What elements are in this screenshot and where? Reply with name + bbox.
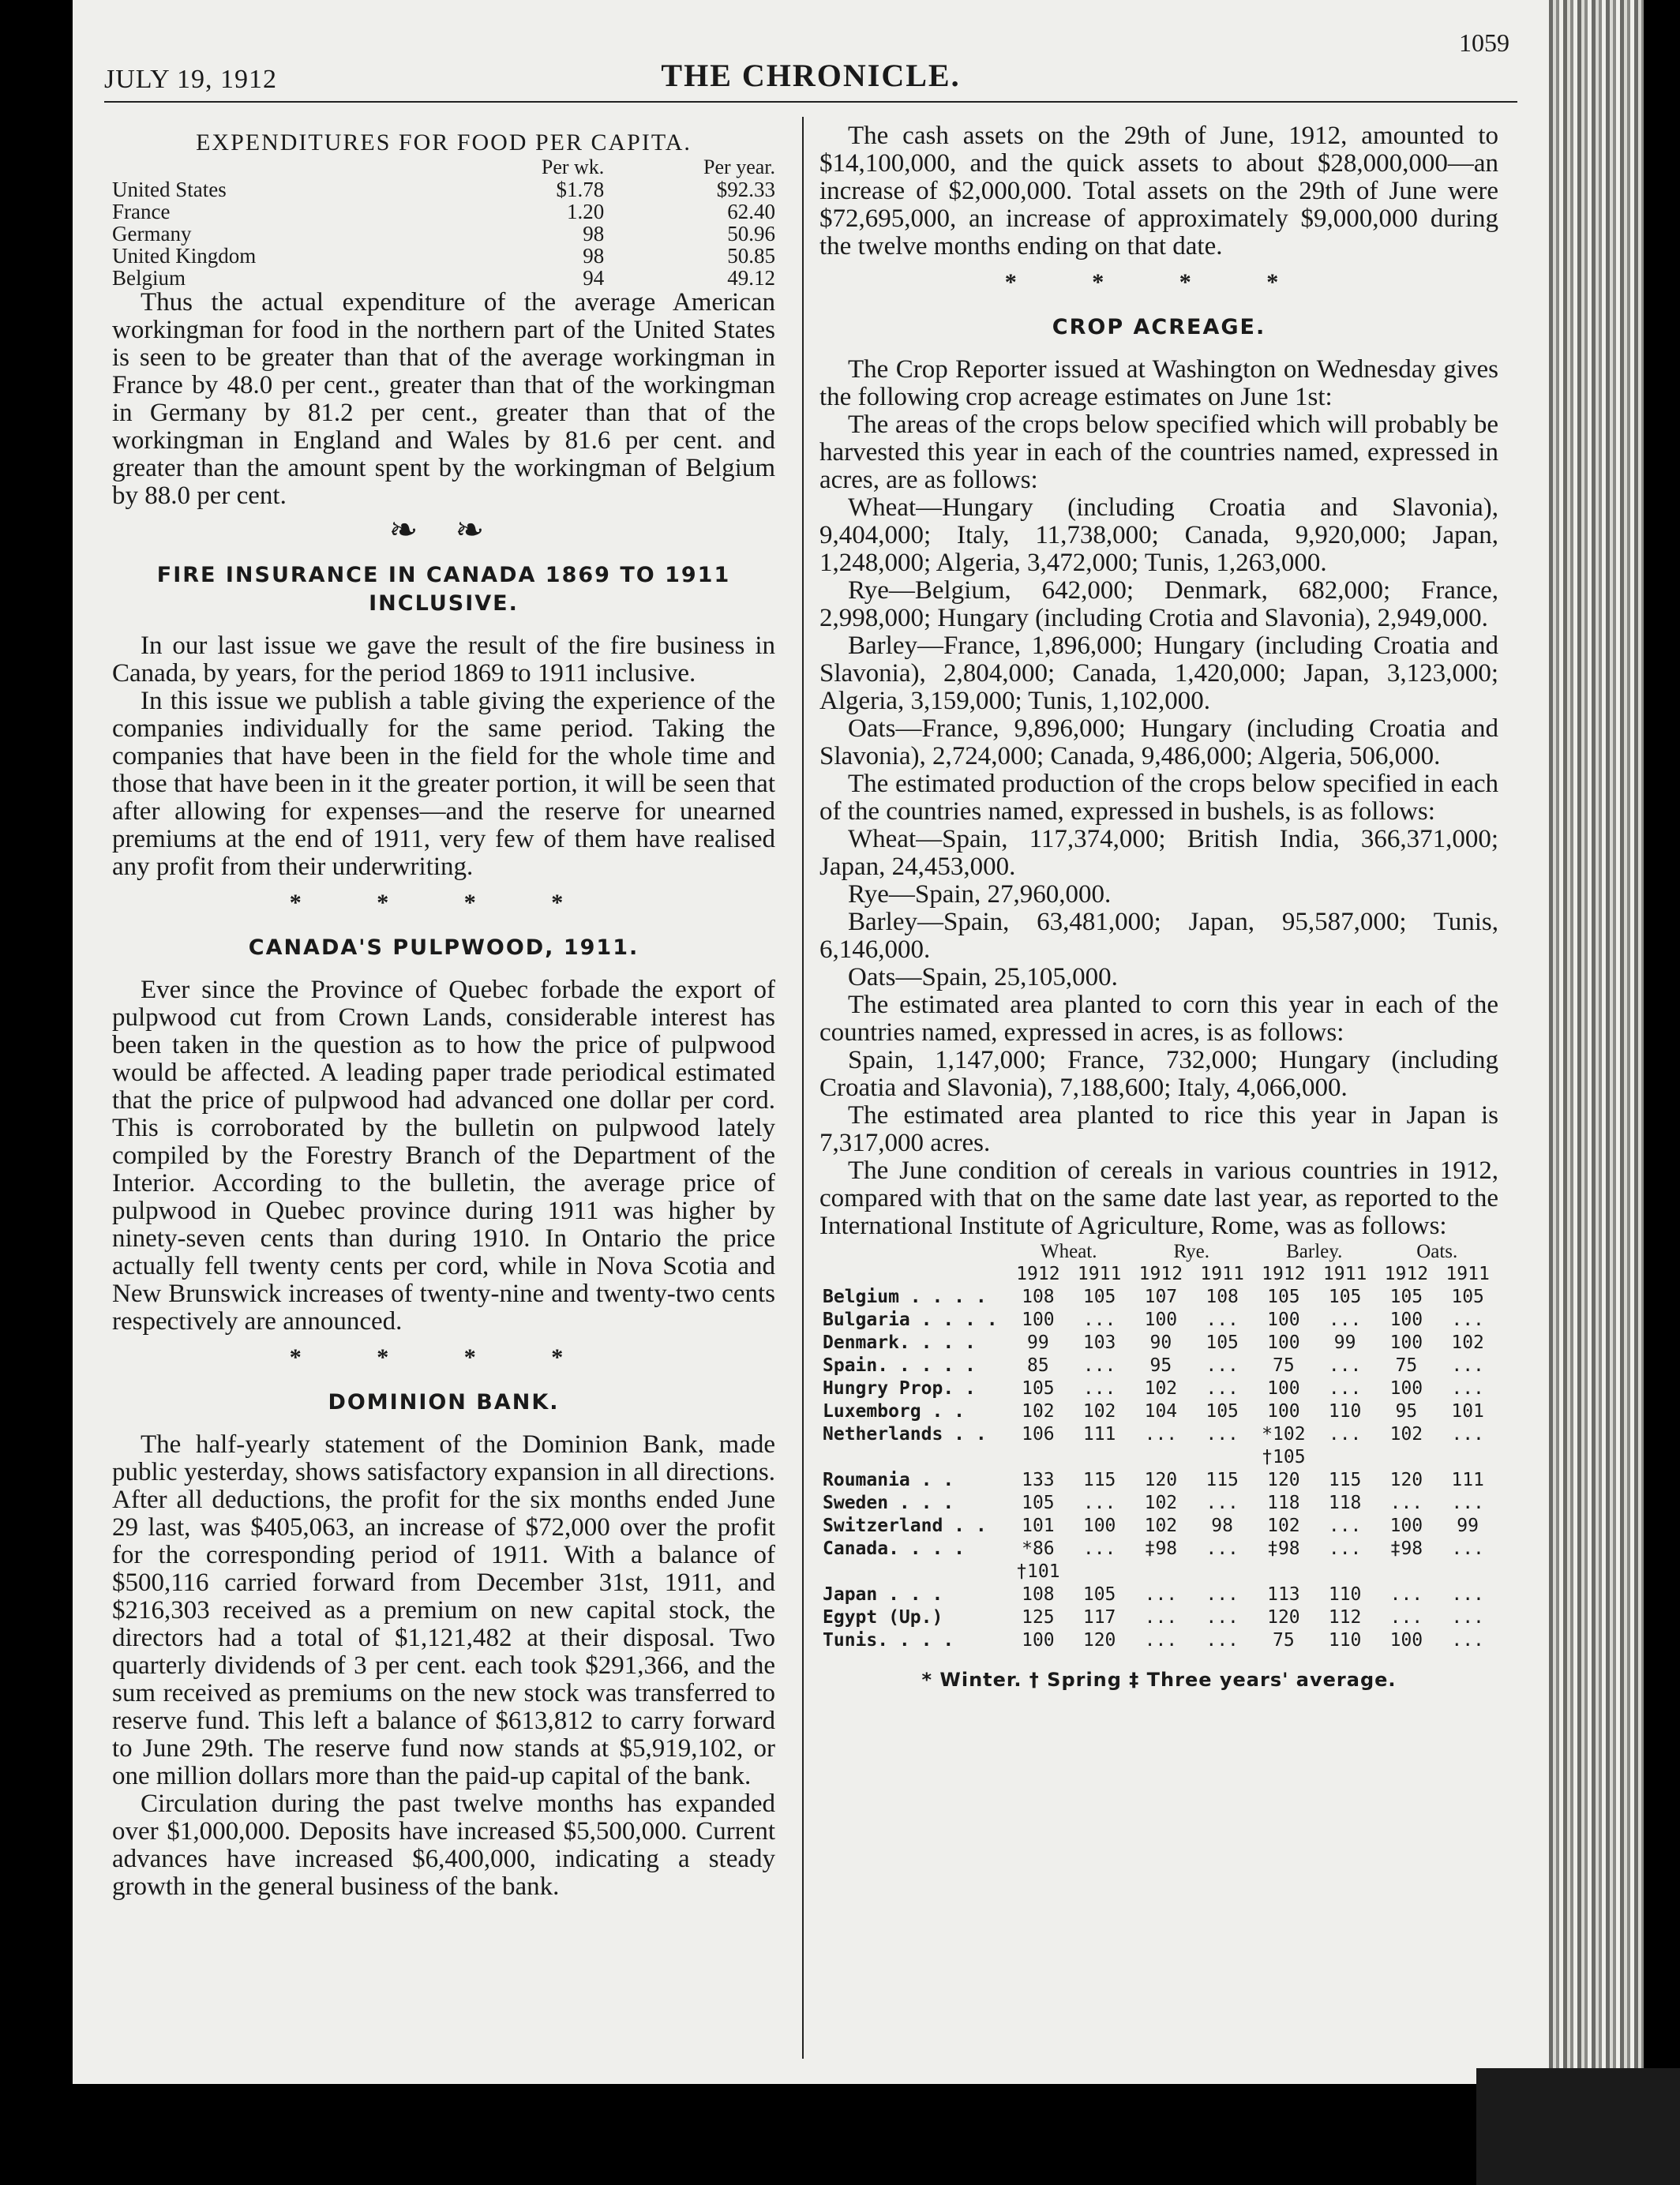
country-cell: Hungry Prop. . <box>823 1378 976 1399</box>
condition-table-body <box>819 1286 1498 1652</box>
value-cell: ... <box>1328 1378 1362 1399</box>
country-cell <box>819 1446 1007 1469</box>
value-cell: †105 <box>1262 1447 1306 1467</box>
value-cell: 85 <box>1027 1355 1049 1376</box>
value-cell: 99 <box>1333 1332 1356 1353</box>
table-row <box>819 1446 1498 1469</box>
value-cell: 110 <box>1328 1401 1362 1422</box>
value-cell: ... <box>1206 1424 1239 1445</box>
country-cell: France <box>112 200 171 223</box>
year-cell: 50.96 <box>727 222 775 245</box>
table-row <box>112 223 775 245</box>
fire-insurance-heading: FIRE INSURANCE IN CANADA 1869 TO 1911 INCLUSIVE. <box>156 563 731 616</box>
value-cell: ... <box>1144 1424 1178 1445</box>
value-cell <box>1069 1561 1131 1583</box>
value-cell: ‡98 <box>1144 1538 1178 1559</box>
week-cell: 94 <box>583 266 605 290</box>
year-cell: $92.33 <box>716 178 775 201</box>
value-cell: ... <box>1451 1584 1484 1605</box>
value-cell: ... <box>1082 1538 1116 1559</box>
value-cell: 100 <box>1267 1310 1300 1330</box>
right-column <box>819 122 1498 1694</box>
value-cell: 101 <box>1451 1401 1484 1422</box>
year-cell: 49.12 <box>727 266 775 290</box>
value-cell: 105 <box>1389 1287 1423 1307</box>
value-cell: 99 <box>1457 1516 1479 1536</box>
value-cell: 100 <box>1022 1310 1055 1330</box>
table-row <box>819 1561 1498 1583</box>
dominion-paragraph: The half-yearly statement of the Dominion Bank, made public yesterday, shows satisfactory expansion in all directions. After all deductions, the profit for the six months ended June 29 last, was $405,063, an increase of $72,000 over the profit for the corresponding period of 1911. With a balance of $500,116 carried forward from December 31st, 1911, and $216,303 received as a premium on new capital stock, the directors had a total of $1,121,482 at their disposal. Two quarterly dividends of 3 per cent. each took $291,366, and the sum received as premiums on the new stock was transferred to reserve fund. This left a balance of $613,812 to carry forward to June 29th. The reserve fund now stands at $5,919,102, or one million dollars more than the paid-up capital of the bank. <box>112 1430 775 1790</box>
book-binding-edge <box>1549 0 1644 2131</box>
fire-insurance-paragraph: In our last issue we gave the result of the fire business in Canada, by years, for the period 1869 to 1911 inclusive. <box>112 632 775 688</box>
crop-paragraph: Rye—Spain, 27,960,000. <box>848 880 1112 909</box>
pulpwood-paragraph: Ever since the Province of Quebec forbade the export of pulpwood cut from Crown Lands, considerable interest has been taken in the question as to how the price of pulpwood would be affected. A leading paper trade periodical estimated that the price of pulpwood had advanced one dollar per cord. This is corroborated by the bulletin on pulpwood lately compiled by the Forestry Branch of the Department of the Interior. According to the bulletin, the average price of pulpwood in Quebec province during 1911 was higher by ninety-seven cents than during 1910. In Ontario the price actually fell twenty cents per cord, while in Nova Scotia and New Brunswick increases of twenty-nine and twenty-two cents respectively are announced. <box>112 976 775 1336</box>
table-row <box>819 1606 1498 1629</box>
value-cell: 100 <box>1267 1378 1300 1399</box>
table-row <box>819 1355 1498 1377</box>
cereal-condition-table <box>819 1240 1498 1652</box>
country-cell: Belgium . . . . <box>823 1287 987 1307</box>
week-cell: 98 <box>583 244 605 268</box>
value-cell <box>1314 1446 1376 1469</box>
ornament-icon: ❧ ❧ <box>388 511 499 549</box>
table-row <box>819 1538 1498 1561</box>
dominion-bank-heading: DOMINION BANK. <box>328 1390 560 1415</box>
value-cell: 105 <box>1022 1378 1055 1399</box>
table-row <box>819 1583 1498 1606</box>
value-cell <box>1131 1561 1192 1583</box>
value-cell: ‡98 <box>1267 1538 1300 1559</box>
value-cell: 110 <box>1328 1584 1362 1605</box>
value-cell: 100 <box>1267 1401 1300 1422</box>
newspaper-page <box>73 0 1549 2084</box>
value-cell: †101 <box>1016 1561 1060 1582</box>
pulpwood-heading: CANADA'S PULPWOOD, 1911. <box>248 935 639 960</box>
value-cell: 90 <box>1149 1332 1172 1353</box>
country-cell: Belgium <box>112 266 186 290</box>
value-cell: 75 <box>1273 1630 1295 1651</box>
value-cell: 105 <box>1082 1584 1116 1605</box>
table-row <box>819 1629 1498 1652</box>
value-cell: ... <box>1206 1310 1239 1330</box>
table-row <box>819 1377 1498 1400</box>
column-divider <box>802 117 804 2059</box>
country-cell: Japan . . . <box>823 1584 943 1605</box>
value-cell: *102 <box>1262 1424 1306 1445</box>
country-cell: Sweden . . . <box>823 1493 954 1513</box>
table-row <box>819 1469 1498 1492</box>
value-cell: 111 <box>1451 1470 1484 1490</box>
value-cell: 120 <box>1389 1470 1423 1490</box>
value-cell <box>1191 1561 1253 1583</box>
value-cell: 110 <box>1328 1630 1362 1651</box>
value-cell: ... <box>1328 1424 1362 1445</box>
table-row <box>112 267 775 289</box>
value-cell: 115 <box>1082 1470 1116 1490</box>
value-cell: ... <box>1144 1584 1178 1605</box>
value-cell: 105 <box>1328 1287 1362 1307</box>
crop-paragraph: The June condition of cereals in various countries in 1912, compared with that on the same date last year, as reported to the International Institute of Agriculture, Rome, was as follows: <box>819 1156 1498 1240</box>
expenditures-paragraph: Thus the actual expenditure of the average American workingman for food in the northern part of the United States is seen to be greater than that of the average workingman in France by 48.0 per cent., greater than that of the workingman in Germany by 81.2 per cent., greater than that of the workingman in England and Wales by 81.6 per cent. and greater than the amount spent by the workingman of Belgium by 88.0 per cent. <box>112 288 775 510</box>
value-cell: *86 <box>1022 1538 1055 1559</box>
country-cell: Netherlands . . <box>823 1424 987 1445</box>
fire-insurance-paragraph: In this issue we publish a table giving the experience of the companies individually for the same period. Taking the companies that have been in the field for the whole time and those that have been in it the greater portion, it will be seen that after allowing for expenses—and the reserve for unearned premiums at the end of 1911, very few of them have realised any profit from their underwriting. <box>112 687 775 881</box>
value-cell <box>1376 1446 1438 1469</box>
page-shadow <box>1476 2068 1680 2185</box>
value-cell: 111 <box>1082 1424 1116 1445</box>
country-cell: Roumania . . <box>823 1470 954 1490</box>
value-cell: ... <box>1144 1607 1178 1628</box>
value-cell: 105 <box>1267 1287 1300 1307</box>
year-header: 1911 <box>1322 1264 1367 1284</box>
expenditures-table <box>112 156 775 289</box>
value-cell: 120 <box>1082 1630 1116 1651</box>
section-divider: * * * * <box>289 890 598 916</box>
value-cell: 105 <box>1022 1493 1055 1513</box>
table-row <box>819 1400 1498 1423</box>
col-per-year: Per year. <box>703 156 775 178</box>
value-cell: ... <box>1451 1355 1484 1376</box>
page-number: 1059 <box>1459 28 1509 57</box>
value-cell: 98 <box>1211 1516 1233 1536</box>
section-divider: * * * * <box>1004 269 1314 295</box>
value-cell <box>1069 1446 1131 1469</box>
page-header <box>104 27 1517 98</box>
value-cell: 100 <box>1389 1516 1423 1536</box>
table-row <box>112 178 775 201</box>
value-cell <box>1437 1561 1498 1583</box>
value-cell: 117 <box>1082 1607 1116 1628</box>
value-cell: 133 <box>1022 1470 1055 1490</box>
year-header: 1912 <box>1138 1264 1183 1284</box>
week-cell: $1.78 <box>556 178 605 201</box>
value-cell: 102 <box>1022 1401 1055 1422</box>
value-cell: ... <box>1206 1493 1239 1513</box>
table-row <box>819 1309 1498 1332</box>
crop-paragraph: Spain, 1,147,000; France, 732,000; Hungary (including Croatia and Slavonia), 7,188,600; Italy, 4,066,000. <box>819 1046 1498 1102</box>
value-cell <box>1007 1446 1069 1469</box>
year-header: 1911 <box>1446 1264 1490 1284</box>
value-cell: 107 <box>1144 1287 1178 1307</box>
value-cell <box>1253 1561 1314 1583</box>
expenditures-title: EXPENDITURES FOR FOOD PER CAPITA. <box>196 129 692 156</box>
header-rule <box>104 101 1517 103</box>
value-cell: 101 <box>1022 1516 1055 1536</box>
table-row <box>112 245 775 267</box>
value-cell: ... <box>1451 1607 1484 1628</box>
value-cell: 100 <box>1144 1310 1178 1330</box>
value-cell: ‡98 <box>1389 1538 1423 1559</box>
value-cell: 106 <box>1022 1424 1055 1445</box>
value-cell <box>1437 1446 1498 1469</box>
value-cell: 102 <box>1267 1516 1300 1536</box>
value-cell: 120 <box>1144 1470 1178 1490</box>
value-cell: ... <box>1451 1424 1484 1445</box>
value-cell: ... <box>1451 1630 1484 1651</box>
value-cell: 108 <box>1022 1287 1055 1307</box>
value-cell <box>1376 1561 1438 1583</box>
value-cell: ... <box>1082 1310 1116 1330</box>
crop-acreage-heading: CROP ACREAGE. <box>1052 315 1266 339</box>
value-cell: 100 <box>1389 1310 1423 1330</box>
year-header: 1911 <box>1200 1264 1244 1284</box>
issue-date: JULY 19, 1912 <box>104 65 277 94</box>
value-cell: ... <box>1206 1630 1239 1651</box>
value-cell: 105 <box>1206 1401 1239 1422</box>
crop-paragraph: The areas of the crops below specified which will probably be harvested this year in each of the countries named, expressed in acres, are as follows: <box>819 410 1498 494</box>
value-cell: 113 <box>1267 1584 1300 1605</box>
country-cell: Germany <box>112 222 192 245</box>
crop-header-row <box>819 1240 1498 1263</box>
value-cell: 108 <box>1022 1584 1055 1605</box>
country-cell: Tunis. . . . <box>823 1630 954 1651</box>
value-cell: ... <box>1328 1355 1362 1376</box>
country-cell: Spain. . . . . <box>823 1355 976 1376</box>
value-cell: ... <box>1206 1584 1239 1605</box>
year-cell: 62.40 <box>727 200 775 223</box>
value-cell: 95 <box>1395 1401 1418 1422</box>
value-cell: 112 <box>1328 1607 1362 1628</box>
crop-paragraph: The Crop Reporter issued at Washington on Wednesday gives the following crop acreage estimates on June 1st: <box>819 355 1498 411</box>
crop-paragraph: Barley—France, 1,896,000; Hungary (including Croatia and Slavonia), 2,804,000; Canada, 1,420,000; Japan, 3,123,000; Algeria, 3,159,000; Tunis, 1,102,000. <box>819 632 1498 715</box>
crop-paragraph: Rye—Belgium, 642,000; Denmark, 682,000; France, 2,998,000; Hungary (including Crotia and Slavonia), 2,949,000. <box>819 576 1498 632</box>
value-cell: 100 <box>1389 1378 1423 1399</box>
country-cell: Egypt (Up.) <box>823 1607 943 1628</box>
country-cell: United Kingdom <box>112 244 257 268</box>
dominion-paragraph: Circulation during the past twelve months has expanded over $1,000,000. Deposits have increased $5,500,000. Current advances have increased $6,400,000, indicating a steady growth in the general business of the bank. <box>112 1790 775 1901</box>
value-cell: 118 <box>1328 1493 1362 1513</box>
value-cell: 104 <box>1144 1401 1178 1422</box>
value-cell: ... <box>1328 1516 1362 1536</box>
value-cell: ... <box>1082 1355 1116 1376</box>
crop-header: Rye. <box>1173 1241 1210 1262</box>
country-cell: Luxemborg . . <box>823 1401 966 1422</box>
value-cell: 99 <box>1027 1332 1049 1353</box>
value-cell: 102 <box>1451 1332 1484 1353</box>
value-cell: 100 <box>1389 1630 1423 1651</box>
value-cell <box>1131 1446 1192 1469</box>
country-cell: Canada. . . . <box>823 1538 966 1559</box>
country-cell: United States <box>112 178 227 201</box>
value-cell: 100 <box>1022 1630 1055 1651</box>
value-cell: 75 <box>1273 1355 1295 1376</box>
value-cell: ... <box>1144 1630 1178 1651</box>
value-cell: 75 <box>1395 1355 1418 1376</box>
value-cell: 102 <box>1389 1424 1423 1445</box>
crop-paragraph: Oats—France, 9,896,000; Hungary (including Croatia and Slavonia), 2,724,000; Canada, 9,486,000; Algeria, 506,000. <box>819 714 1498 770</box>
crop-header: Oats. <box>1416 1241 1458 1262</box>
value-cell: 100 <box>1389 1332 1423 1353</box>
value-cell: 105 <box>1206 1332 1239 1353</box>
value-cell: ... <box>1206 1607 1239 1628</box>
value-cell: 125 <box>1022 1607 1055 1628</box>
value-cell: ... <box>1389 1584 1423 1605</box>
year-header: 1912 <box>1384 1264 1429 1284</box>
country-cell: Bulgaria . . . . <box>823 1310 998 1330</box>
year-header: 1911 <box>1077 1264 1122 1284</box>
left-column <box>112 122 775 1901</box>
value-cell: 115 <box>1206 1470 1239 1490</box>
value-cell: ... <box>1082 1378 1116 1399</box>
value-cell: 100 <box>1082 1516 1116 1536</box>
value-cell <box>1191 1446 1253 1469</box>
crop-header: Wheat. <box>1041 1241 1097 1262</box>
table-row <box>819 1423 1498 1446</box>
crop-paragraph: Barley—Spain, 63,481,000; Japan, 95,587,000; Tunis, 6,146,000. <box>819 908 1498 964</box>
table-row <box>819 1492 1498 1515</box>
value-cell: ... <box>1451 1493 1484 1513</box>
section-divider: * * * * <box>289 1344 598 1370</box>
value-cell: ... <box>1328 1310 1362 1330</box>
crop-paragraph: Oats—Spain, 25,105,000. <box>848 963 1118 991</box>
value-cell: 103 <box>1082 1332 1116 1353</box>
value-cell: ... <box>1451 1538 1484 1559</box>
country-cell <box>819 1561 1007 1583</box>
value-cell: 102 <box>1144 1493 1178 1513</box>
value-cell: 115 <box>1328 1470 1362 1490</box>
crop-paragraph: Wheat—Hungary (including Croatia and Slavonia), 9,404,000; Italy, 11,738,000; Canada, 9,920,000; Japan, 1,248,000; Algeria, 3,472,000; Tunis, 1,263,000. <box>819 493 1498 577</box>
value-cell: 120 <box>1267 1470 1300 1490</box>
year-header: 1912 <box>1016 1264 1060 1284</box>
country-cell: Switzerland . . <box>823 1516 987 1536</box>
value-cell: ... <box>1328 1538 1362 1559</box>
crop-paragraph: The estimated production of the crops below specified in each of the countries named, expressed in bushels, is as follows: <box>819 770 1498 826</box>
value-cell: 100 <box>1267 1332 1300 1353</box>
crop-header: Barley. <box>1286 1241 1343 1262</box>
value-cell: 105 <box>1082 1287 1116 1307</box>
value-cell: ... <box>1206 1538 1239 1559</box>
value-cell: 102 <box>1144 1516 1178 1536</box>
crop-paragraph: The estimated area planted to corn this year in each of the countries named, expressed in acres, is as follows: <box>819 991 1498 1047</box>
value-cell: ... <box>1389 1607 1423 1628</box>
table-footnote: * Winter. † Spring ‡ Three years' average. <box>921 1669 1397 1691</box>
value-cell: ... <box>1451 1310 1484 1330</box>
value-cell <box>1314 1561 1376 1583</box>
crop-paragraph: The estimated area planted to rice this year in Japan is 7,317,000 acres. <box>819 1101 1498 1157</box>
publication-title: THE CHRONICLE. <box>661 58 961 93</box>
value-cell: 118 <box>1267 1493 1300 1513</box>
crop-paragraph: Wheat—Spain, 117,374,000; British India, 366,371,000; Japan, 24,453,000. <box>819 825 1498 881</box>
year-header-row <box>819 1263 1498 1286</box>
value-cell: ... <box>1082 1493 1116 1513</box>
value-cell: ... <box>1206 1378 1239 1399</box>
week-cell: 98 <box>583 222 605 245</box>
value-cell: 105 <box>1451 1287 1484 1307</box>
year-cell: 50.85 <box>727 244 775 268</box>
value-cell: 102 <box>1144 1378 1178 1399</box>
value-cell: 108 <box>1206 1287 1239 1307</box>
year-header: 1912 <box>1262 1264 1306 1284</box>
value-cell: ... <box>1451 1378 1484 1399</box>
col-per-week: Per wk. <box>541 156 605 178</box>
dominion-paragraph: The cash assets on the 29th of June, 1912, amounted to $14,100,000, and the quick assets to about $28,000,000—an increase of $2,000,000. Total assets on the 29th of June were $72,695,000, an increase of approximately $9,000,000 during the twelve months ending on that date. <box>819 122 1498 260</box>
value-cell: ... <box>1206 1355 1239 1376</box>
value-cell: 102 <box>1082 1401 1116 1422</box>
table-row <box>819 1332 1498 1355</box>
country-cell: Denmark. . . . <box>823 1332 976 1353</box>
value-cell: 95 <box>1149 1355 1172 1376</box>
table-row <box>819 1515 1498 1538</box>
week-cell: 1.20 <box>567 200 605 223</box>
table-row <box>112 201 775 223</box>
value-cell: 120 <box>1267 1607 1300 1628</box>
value-cell: ... <box>1389 1493 1423 1513</box>
table-row <box>819 1286 1498 1309</box>
